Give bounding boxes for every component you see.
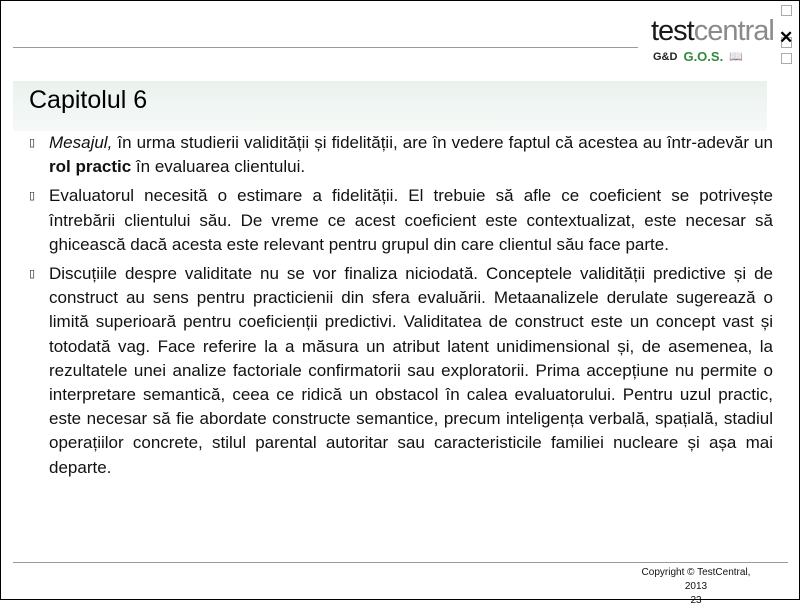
bullet-bold: rol practic: [49, 157, 132, 177]
bullet-item: [29, 262, 773, 480]
page-number: 23: [690, 595, 702, 606]
logo-text-test: test: [651, 15, 694, 47]
gd-logo: G&D: [653, 50, 678, 63]
logo-text-central: central: [693, 15, 774, 47]
top-divider: [13, 47, 638, 48]
partner-logos: [653, 49, 743, 64]
bullet-text: în urma studierii validității și fidelității, are în vedere faptul că acestea au într-adevăr un: [112, 133, 773, 152]
bullet-text: Discuțiile despre validitate nu se vor finaliza niciodată. Conceptele validității predictive și de construct au sens pentru practicienii din sfera evaluării. Metaanalizele derulate sugerează o limită superioară pentru coeficienții predictivi. Validitatea de construct este un concept vast și totodată vag. Face referire la a măsura un atribut latent unidimensional și, de asemenea, la rezultatele unei analize factoriale confirmatorii sau exploratorii. Prima accepțiune nu permite o interpretare semantică, ceea ce ridică un obstacol în calea evaluatorului. Pentru uzul practic, este necesar să fie abordate constructe semantice, precum inteligența verbală, spațială, stadiul operațiilor concrete, stilul parental autoritar sau caracteristicile familiei nucleare și așa mai departe.: [49, 264, 773, 477]
close-icon[interactable]: ✕: [779, 28, 794, 47]
footer: [631, 566, 761, 608]
bullet-text: Evaluatorul necesită o estimare a fidelității. El trebuie să afle ce coeficient se potrivește întrebării clientului său. De vreme ce acest coeficient este contextualizat, este necesar să ghicească dacă acesta este relevant pentru grupul din care clientul său face parte.: [49, 186, 773, 254]
bullet-marker-icon: ▯: [29, 137, 36, 149]
bullet-text: în evaluarea clientului.: [131, 157, 306, 177]
square-icon[interactable]: [781, 53, 792, 64]
testcentral-logo: [651, 15, 774, 48]
bullet-item: [29, 131, 773, 179]
restore-square-icon[interactable]: [781, 5, 792, 16]
book-logo-icon: 📖: [729, 51, 743, 63]
slide-content: [29, 131, 773, 485]
bottom-divider: [13, 562, 788, 563]
bullet-item: [29, 184, 773, 257]
copyright-text: Copyright © TestCentral, 2013: [641, 567, 751, 592]
bullet-marker-icon: ▯: [29, 268, 36, 281]
slide-title: Capitolul 6: [29, 86, 148, 114]
bullet-lead-italic: Mesajul,: [49, 133, 113, 152]
gos-logo: G.O.S.: [683, 49, 724, 64]
bullet-marker-icon: ▯: [29, 190, 36, 203]
